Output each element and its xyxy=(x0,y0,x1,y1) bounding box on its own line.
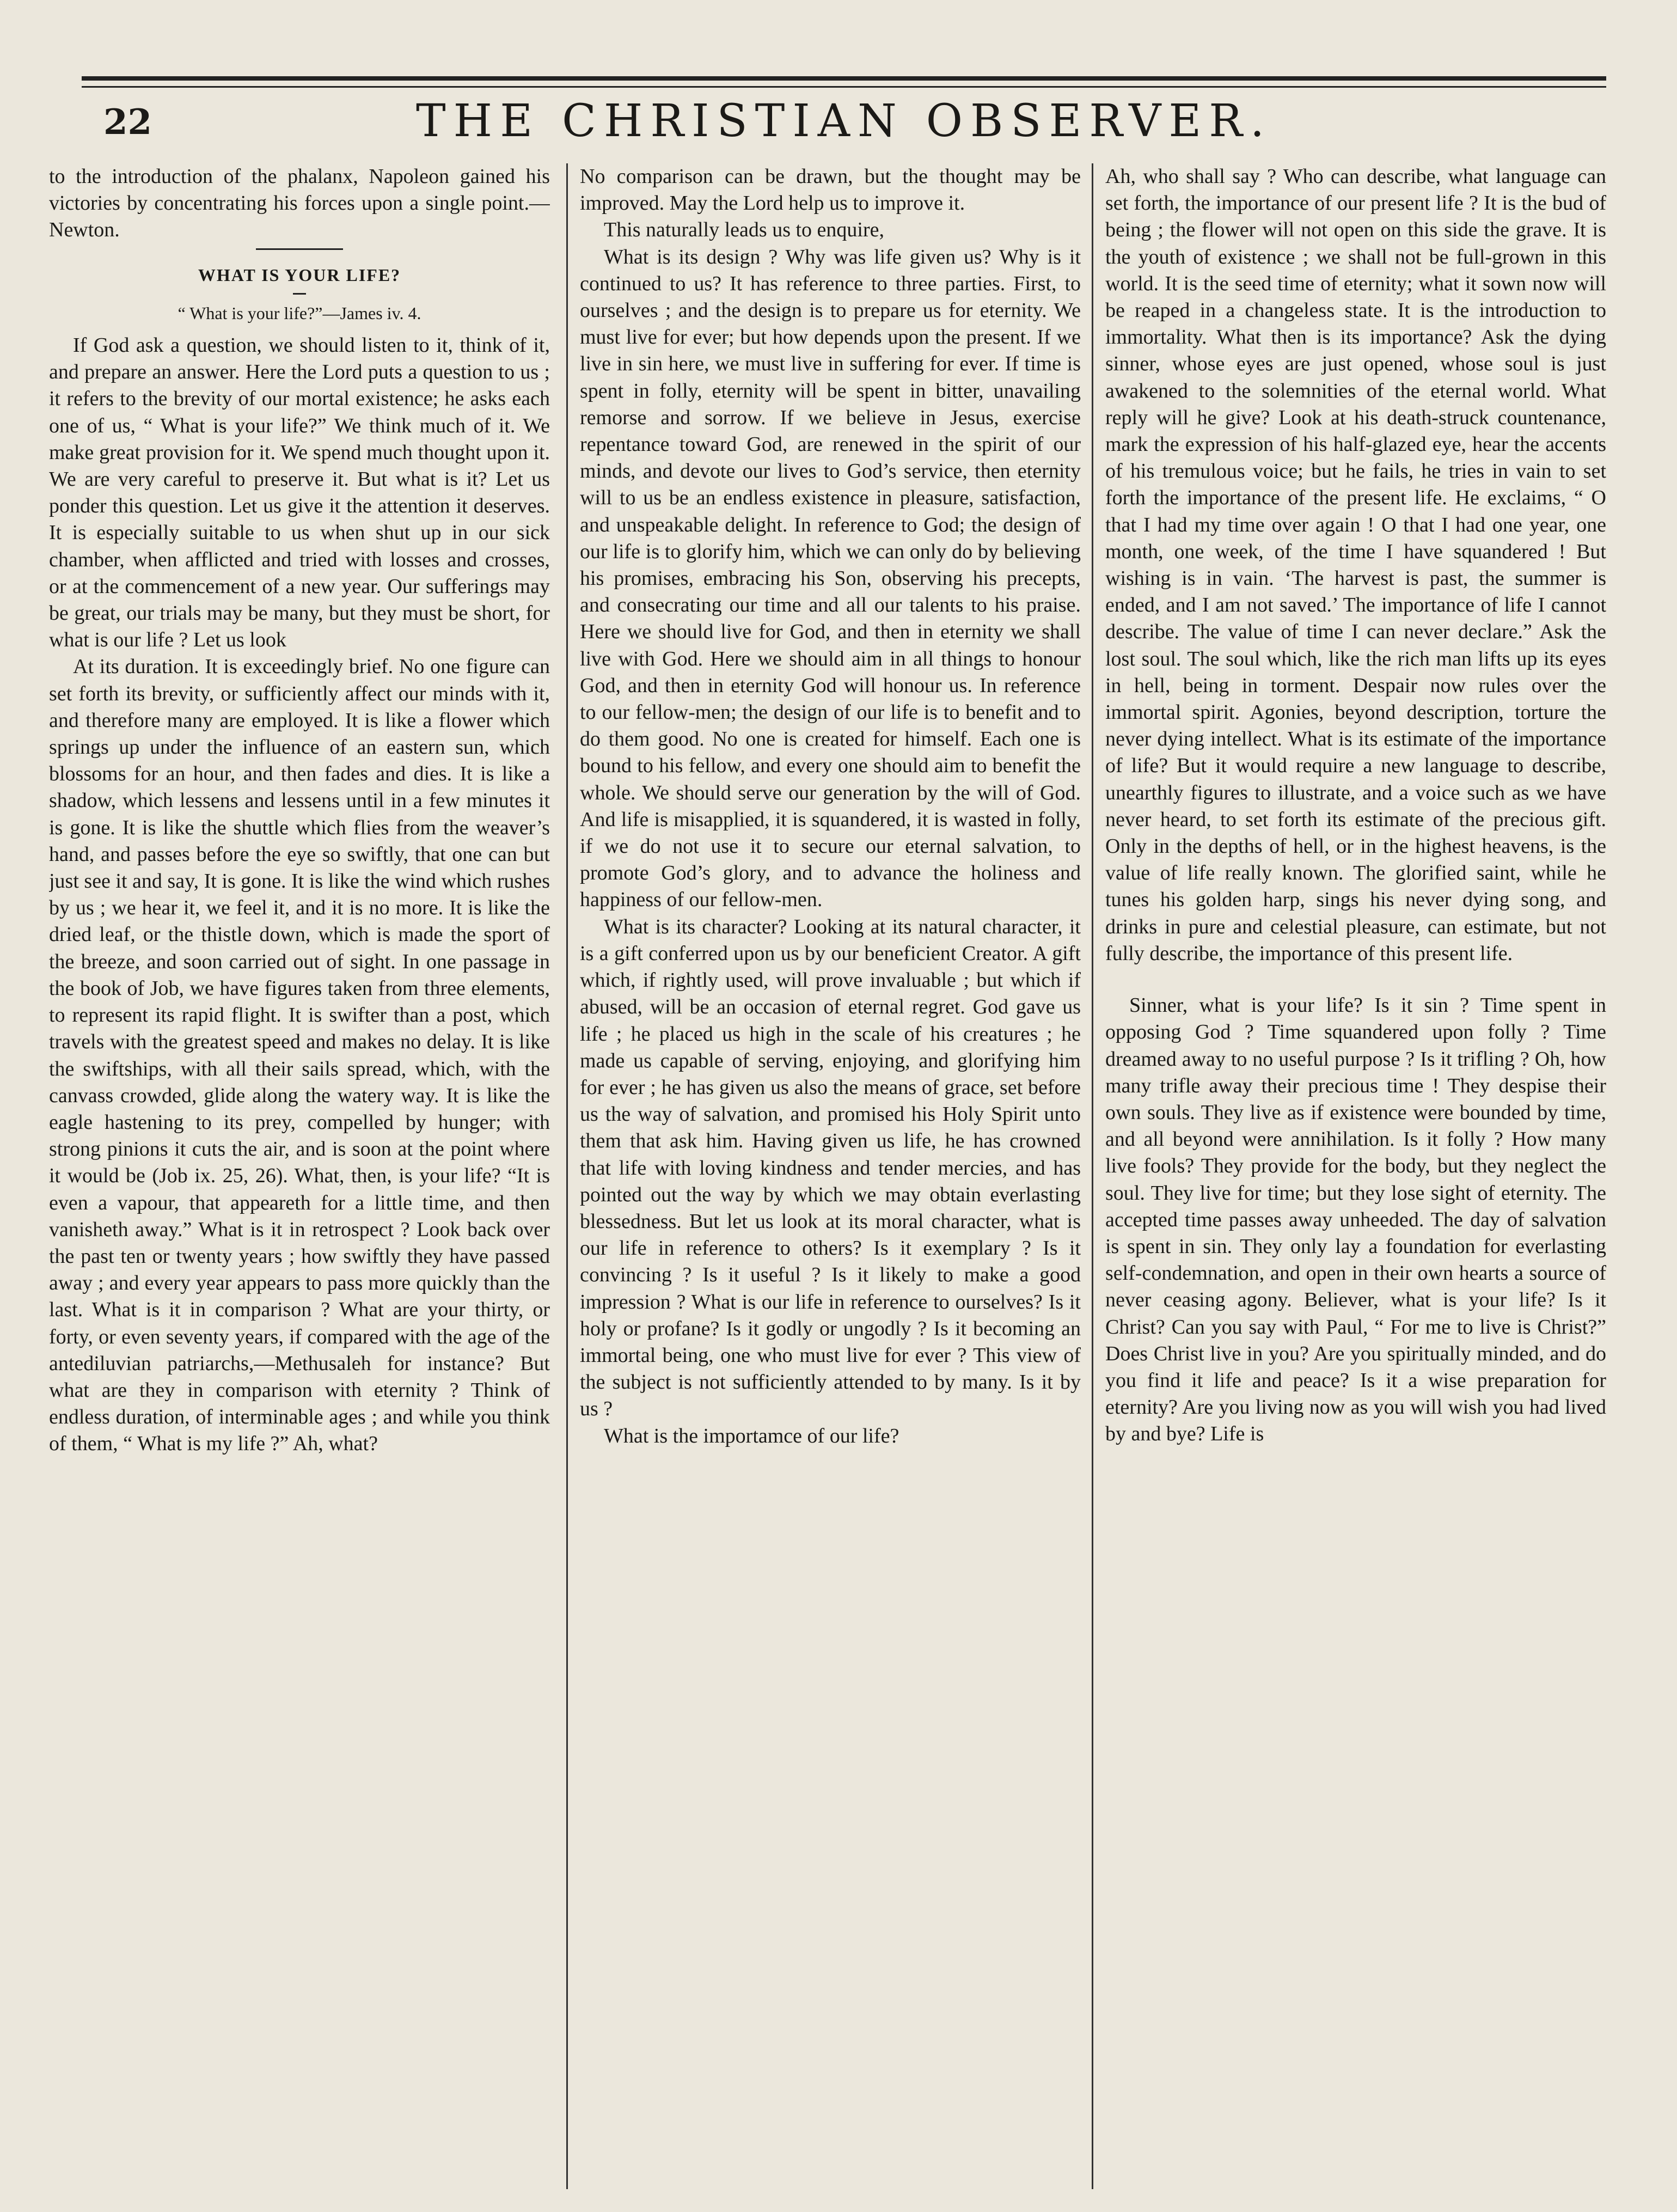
article-heading: WHAT IS YOUR LIFE? xyxy=(198,265,401,285)
article-paragraph: If God ask a question, we should listen to it, think of it, and prepare an answer. Here the Lord puts a question to us ; it refers to the brevity of our mortal existence; he asks each one of us, “ What is your life?” We think much of it. We make great provision for it. We spend much thought upon it. We are very careful to preserve it. But what is it? Let us ponder this question. Let us give it the attention it deserves. It is especially suitable to us when shut up in our sick chamber, when afflicted and tried with losses and crosses, or at the commencement of a new year. Our sufferings may be great, our trials may be many, but they must be short, for what is our life ? Let us look xyxy=(49,334,550,652)
column-2 xyxy=(580,163,1081,2195)
article-paragraph: This naturally leads us to enquire, xyxy=(604,218,884,242)
masthead-title: THE CHRISTIAN OBSERVER. xyxy=(415,95,1272,147)
intro-paragraph: to the introduction of the phalanx, Napoleon gained his victories by concentrating his forces upon a single point.—Newton. xyxy=(49,165,550,242)
article-paragraph: Ah, who shall say ? Who can describe, what language can set forth, the importance of our present life ? It is the bud of being ; the flower will not open on this side the grave. It is the youth of existence ; we shall not be full-grown in this world. It is the seed time of eternity; what it sown now will be reaped in a changeless state. It is the introduction to immortality. What then is its importance? Ask the dying sinner, whose eyes are just opened, whose soul is just awakened to the solemnities of the eternal world. What reply will he give? Look at his death-struck countenance, mark the expression of his half-glazed eye, hear the accents of his tremulous voice; but he fails, he tries in vain to set forth the importance of the present life. He exclaims, “ O that I had my time over again ! O that I had one year, one month, one week, of the time I have squandered ! But wishing is in vain. ‘The harvest is past, the summer is ended, and I am not saved.’ The importance of life I cannot describe. The value of time I can never declare.” Ask the lost soul. The soul which, like the rich man lifts up its eyes in hell, being in torment. Despair now rules over the immortal spirit. Agonies, beyond description, torture the never dying intellect. What is its estimate of the importance of life? But it would require a new language to describe, unearthly figures to illustrate, and a voice such as we have never heard, to set forth its estimate of the precious gift. Only in the depths of hell, or in the highest heavens, is the value of life really known. The glorified saint, while he tunes his golden harp, sings his never dying song, and drinks in pure and celestial pleasure, can estimate, but not fully describe, the importance of this present life. xyxy=(1105,165,1606,965)
article-paragraph: What is the importamce of our life? xyxy=(604,1424,899,1447)
article-paragraph: What is its character? Looking at its natural character, it is a gift conferred upon us by our beneficient Creator. A gift which, if rightly used, will prove invaluable ; but which if abused, will be an occasion of eternal regret. God gave us life ; he placed us high in the scale of his creatures ; he made us capable of serving, enjoying, and glorifying him for ever ; he has given us also the means of grace, set before us the way of salvation, and promised his Holy Spirit unto them that ask him. Having given us life, he has crowned that life with loving kindness and tender mercies, and has pointed out the way by which we may obtain everlasting blessedness. But let us look at its moral character, what is our life in reference to others? Is it exemplary ? Is it convincing ? Is it useful ? Is it likely to make a good impression ? What is our life in reference to ourselves? Is it holy or profane? Is it godly or ungodly ? Is it becoming an immortal being, one who must live for ever ? This view of the subject is not sufficiently attended to by many. Is it by us ? xyxy=(580,915,1081,1421)
page-number: 22 xyxy=(103,102,152,143)
section-rule xyxy=(256,248,343,250)
header-rule-thin xyxy=(82,86,1606,88)
paragraph-gap xyxy=(1105,967,1606,992)
column-divider-2 xyxy=(1092,163,1093,2189)
header-rule-thick xyxy=(82,76,1606,81)
article-paragraph: Sinner, what is your life? Is it sin ? Time spent in opposing God ? Time squandered upon folly ? Time dreamed away to no useful purpose ? Is it trifling ? Oh, how many trifle away their precious time ! They despise their own souls. They live as if existence were bounded by time, and all beyond were annihilation. Is it folly ? How many live fools? They provide for the body, but they neglect the soul. They live for time; but they lose sight of eternity. The accepted time passes away unheeded. The day of salvation is spent in sin. They only lay a foundation for everlasting self-condemnation, and open in their own hearts a source of never ceasing agony. Believer, what is your life? Is it Christ? Can you say with Paul, “ For me to live is Christ?” Does Christ live in you? Are you spiritually minded, and do you find it life and peace? Is it a wise preparation for eternity? Are you living now as you will wish you had lived by and bye? Life is xyxy=(1105,994,1606,1446)
article-paragraph: At its duration. It is exceedingly brief. No one figure can set forth its brevity, or sufficiently affect our minds with it, and therefore many are employed. It is like a flower which springs up under the influence of an eastern sun, which blossoms for an hour, and then fades and dies. It is like a shadow, which lessens and lessens until in a few minutes it is gone. It is like the shuttle which flies from the weaver’s hand, and passes before the eye so swiftly, that one can but just see it and say, It is gone. It is like the wind which rushes by us ; we hear it, we feel it, and it is no more. It is like the dried leaf, or the thistle down, which is made the sport of the breeze, and soon carried out of sight. In one passage in the book of Job, we have figures taken from three elements, to represent its rapid flight. It is swifter than a post, which travels with the greatest speed and makes no delay. It is like the swiftships, with all their sails spread, which, with the canvass crowded, glide along the watery way. It is like the eagle hastening to its prey, compelled by hunger; with strong pinions it cuts the air, and is soon at the point where it would be (Job ix. 25, 26). What, then, is your life? “It is even a vapour, that appeareth for a little time, and then vanisheth away.” What is it in retrospect ? Look back over the past ten or twenty years ; how swiftly they have passed away ; and every year appears to pass more quickly than the last. What is it in comparison ? What are your thirty, or forty, or even seventy years, if compared with the age of the antediluvian patriarchs,—Methusaleh for instance? But what are they in comparison with eternity ? Think of endless duration, of interminable ages ; and while you think of them, “ What is my life ?” Ah, what? xyxy=(49,655,550,1456)
article-paragraph: No comparison can be drawn, but the thought may be improved. May the Lord help us to improve it. xyxy=(580,165,1081,215)
page-header xyxy=(82,95,1606,161)
epigraph: “ What is your life?”—James iv. 4. xyxy=(178,303,421,323)
heading-rule xyxy=(293,293,306,295)
article-paragraph: What is its design ? Why was life given us? Why is it continued to us? It has reference to three parties. First, to ourselves ; and the design is to prepare us for eternity. We must live for ever; but how depends upon the present. If we live in sin here, we must live in suffering for ever. If time is spent in folly, eternity will be spent in bitter, unavailing remorse and sorrow. If we believe in Jesus, exercise repentance toward God, are renewed in the spirit of our minds, and devote our lives to God’s service, then eternity will to us be an endless existence in pleasure, satisfaction, and unspeakable delight. In reference to God; the design of our life is to glorify him, which we can only do by believing his promises, embracing his Son, observing his precepts, and consecrating our time and all our talents to his praise. Here we should live for God, and then in eternity we shall live with God. Here we should aim in all things to honour God, and then in eternity God will honour us. In reference to our fellow-men; the design of our life is to benefit and to do them good. No one is created for himself. Each one is bound to his fellow, and every one should aim to benefit the whole. We should serve our generation by the will of God. And life is misapplied, it is squandered, it is wasted in folly, if we do not use it to secure our eternal salvation, to promote God’s glory, and to advance the holiness and happiness of our fellow-men. xyxy=(580,245,1081,912)
column-divider-1 xyxy=(566,163,568,2189)
column-3 xyxy=(1105,163,1606,2195)
column-1 xyxy=(49,163,550,2195)
